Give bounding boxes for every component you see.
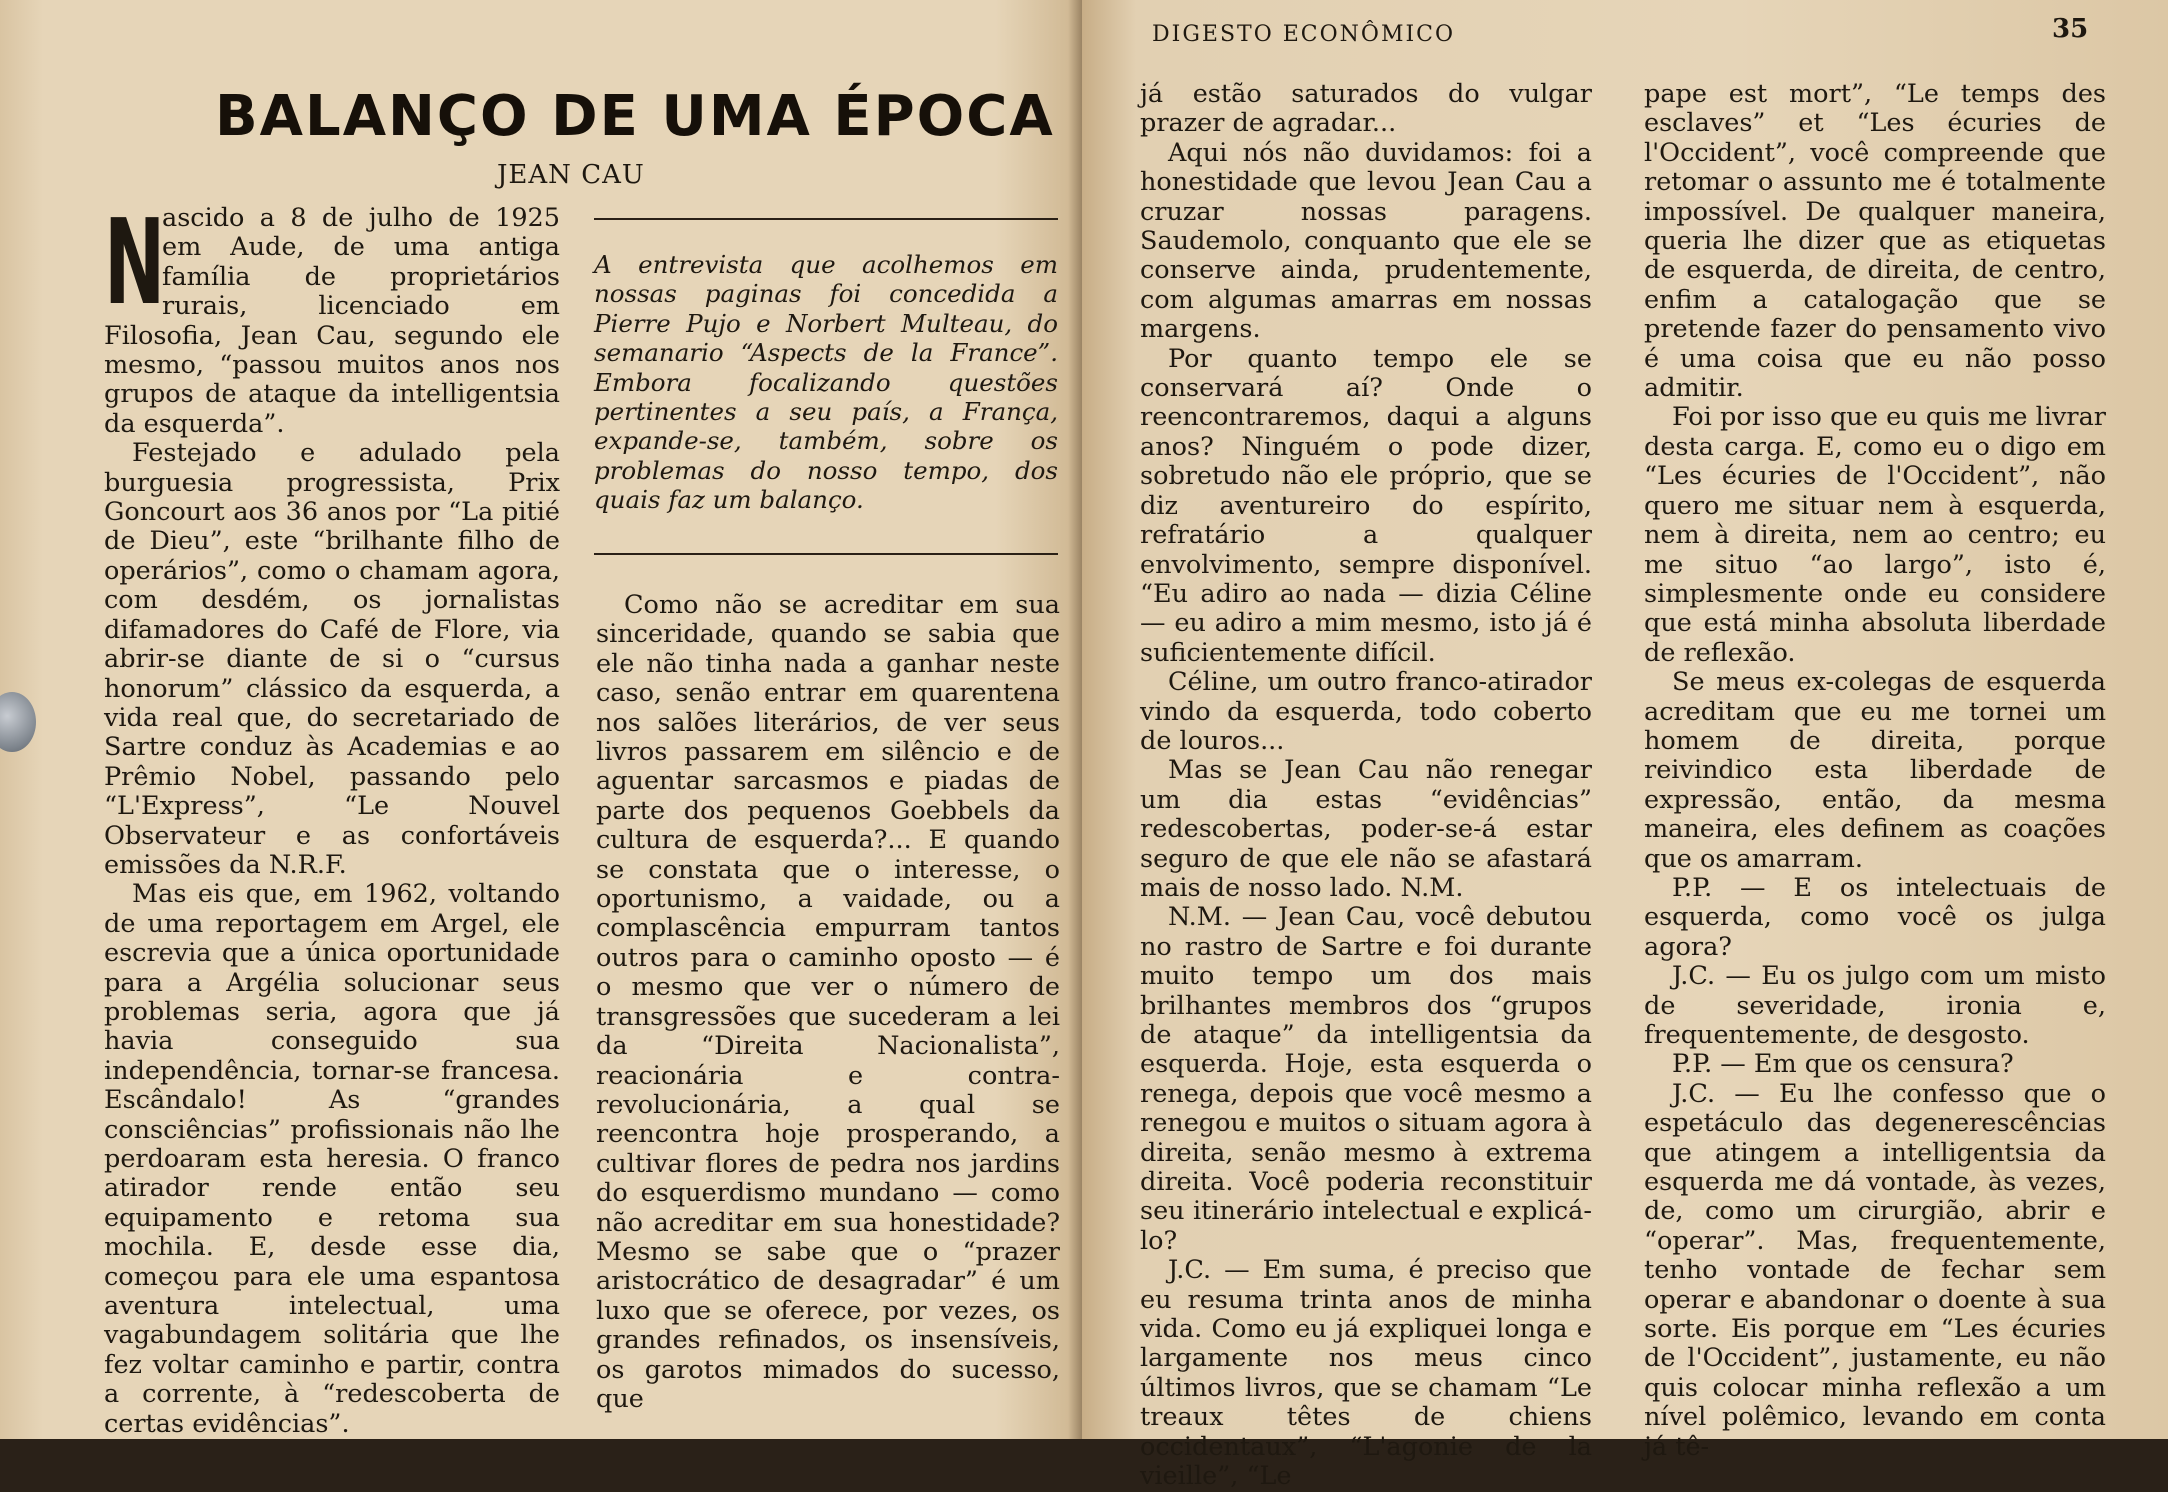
paragraph: P.P. — Em que os censura? — [1672, 1049, 2014, 1080]
column-4 — [1644, 80, 2106, 1462]
paragraph: Se meus ex-colegas de esquerda acreditam que eu me tornei um homem de direita, porque reivindico esta liberdade de expressão, então, da mesma maneira, eles definem as coações que os amarram. — [1644, 667, 2106, 874]
paragraph: N ascido a 8 de julho de 1925 em Aude, de uma antiga família de proprietários rurais, licenciado em Filosofia, Jean Cau, segundo ele mesmo, “passou muitos anos nos grupos de ataque da intelligentsia da esquerda”. — [104, 193, 560, 439]
column-3 — [1140, 80, 1592, 1492]
drop-cap: N — [104, 193, 166, 331]
coin-object — [0, 692, 36, 752]
paragraph: J.C. — Em suma, é preciso que eu resuma trinta anos de minha vida. Como eu já expliquei longa e largamente nos meus cinco últimos livros, que se chamam “Le treaux têtes de chiens occidentaux”, “L'agonie de la vieille”, “Le — [1140, 1255, 1592, 1492]
column-2 — [596, 591, 1060, 1414]
journal-header: DIGESTO ECONÔMICO — [1152, 22, 1456, 47]
page-number: 35 — [2052, 14, 2089, 44]
paragraph: Festejado e adulado pela burguesia progressista, Prix Goncourt aos 36 anos por “La pitié de Dieu”, este “brilhante filho de operários”, como o chamam agora, com desdém, os jornalistas difamadores do Café de Flore, via abrir-se diante de si o “cursus honorum” clássico da esquerda, a vida real que, do secretariado de Sartre conduz às Academias e ao Prêmio Nobel, passando pelo “L'Express”, “Le Nouvel Observateur e as confortáveis emissões da N.R.F. — [104, 438, 560, 880]
paragraph: Céline, um outro franco-atirador vindo da esquerda, todo coberto de louros... — [1140, 667, 1592, 756]
bottom-rule — [594, 553, 1058, 555]
left-page — [0, 0, 1082, 1439]
article-title: BALANÇO DE UMA ÉPOCA — [215, 84, 1055, 149]
paragraph: já estão saturados do vulgar prazer de agradar... — [1140, 79, 1592, 139]
intro-box — [594, 250, 1058, 515]
paragraph: pape est mort”, “Le temps des esclaves” et “Les écuries de l'Occident”, você compreende que retomar o assunto me é totalmente impossível. De qualquer maneira, queria lhe dizer que as etiquetas de esquerda, de direita, de centro, enfim a catalogação que se pretende fazer do pensamento vivo é uma coisa que eu não posso admitir. — [1644, 79, 2106, 404]
paragraph: J.C. — Eu os julgo com um misto de severidade, ironia e, frequentemente, de desgosto. — [1644, 961, 2106, 1050]
paragraph: Aqui nós não duvidamos: foi a honestidade que levou Jean Cau a cruzar nossas paragens. Saudemolo, conquanto que ele se conserve ainda, prudentemente, com algumas amarras em nossas margens. — [1140, 137, 1592, 345]
paragraph: Como não se acreditar em sua sinceridade, quando se sabia que ele não tinha nada a ganhar neste caso, senão entrar em quarentena nos salões literários, de ver seus livros passarem em silêncio e de aguentar sarcasmos e piadas de parte dos pequenos Goebbels da cultura de esquerda?... E quando se constata que o interesse, o oportunismo, a vaidade, ou a complascência empurram tantos outros para o caminho oposto — é o mesmo que ver o número de transgressões que sucederam a lei da “Direita Nacionalista”, reacionária e contra-revolucionária, a qual se reencontra hoje prosperando, a cultivar flores de pedra nos jardins do esquerdismo mundano — como não acreditar em sua honestidade? Mesmo se sabe que o “prazer aristocrático de desagradar” é um luxo que se oferece, por vezes, os grandes refinados, os insensíveis, os garotos mimados do sucesso, que — [596, 590, 1060, 1414]
paragraph: Foi por isso que eu quis me livrar desta carga. E, como eu o digo em “Les écuries de l'Occident”, não quero me situar nem à esquerda, nem à direita, nem ao centro; eu me situo “ao largo”, isto é, simplesmente onde eu considere que está minha absoluta liberdade de reflexão. — [1644, 402, 2106, 668]
paragraph: Mas eis que, em 1962, voltando de uma reportagem em Argel, ele escrevia que a única oportunidade para a Argélia solucionar seus problemas seria, agora que já havia conseguido sua independência, tornar-se francesa. Escândalo! As “grandes consciências” profissionais não lhe perdoaram esta heresia. O franco atirador rende então seu equipamento e retoma sua mochila. E, desde esse dia, começou para ele uma espantosa aventura intelectual, uma vagabundagem solitária que lhe fez voltar caminho e partir, contra a corrente, à “redescoberta de certas evidências”. — [104, 879, 560, 1439]
top-rule — [594, 218, 1058, 220]
right-page — [1082, 0, 2168, 1492]
paragraph: P.P. — E os intelectuais de esquerda, como você os julga agora? — [1644, 872, 2106, 962]
column-1 — [104, 193, 560, 1439]
intro-text: A entrevista que acolhemos em nossas paginas foi concedida a Pierre Pujo e Norbert Multeau, do semanario “Aspects de la France”. Embora focalizando questões pertinentes a seu país, a França, expande-se, também, sobre os problemas do nosso tempo, dos quais faz um balanço. — [594, 250, 1058, 515]
paragraph: Mas se Jean Cau não renegar um dia estas “evidências” redescobertas, poder-se-á estar seguro de que ele não se afastará mais de nosso lado. N.M. — [1140, 755, 1592, 903]
paragraph: J.C. — Eu lhe confesso que o espetáculo das degenerescências que atingem a intelligentsia da esquerda me dá vontade, às vezes, de, como um cirurgião, abrir e “operar”. Mas, frequentemente, tenho vontade de fechar sem operar e abandonar o doente à sua sorte. Eis porque em “Les écuries de l'Occident”, justamente, eu não quis colocar minha reflexão a um nível polêmico, levando em conta já tê- — [1644, 1078, 2106, 1462]
paragraph: Por quanto tempo ele se conservará aí? Onde o reencontraremos, daqui a alguns anos? Ninguém o pode dizer, sobretudo não ele próprio, que se diz aventureiro do espírito, refratário a qualquer envolvimento, sempre disponível. “Eu adiro ao nada — dizia Céline — eu adiro a mim mesmo, isto já é suficientemente difícil. — [1140, 343, 1592, 668]
article-author: JEAN CAU — [497, 160, 645, 190]
paragraph: N.M. — Jean Cau, você debutou no rastro de Sartre e foi durante muito tempo um dos mais brilhantes membros dos “grupos de ataque” da intelligentsia da esquerda. Hoje, esta esquerda o renega, depois que você mesmo a renegou e muitos o situam agora à direita, senão mesmo à extrema direita. Você poderia reconstituir seu itinerário intelectual e explicá-lo? — [1140, 902, 1592, 1256]
